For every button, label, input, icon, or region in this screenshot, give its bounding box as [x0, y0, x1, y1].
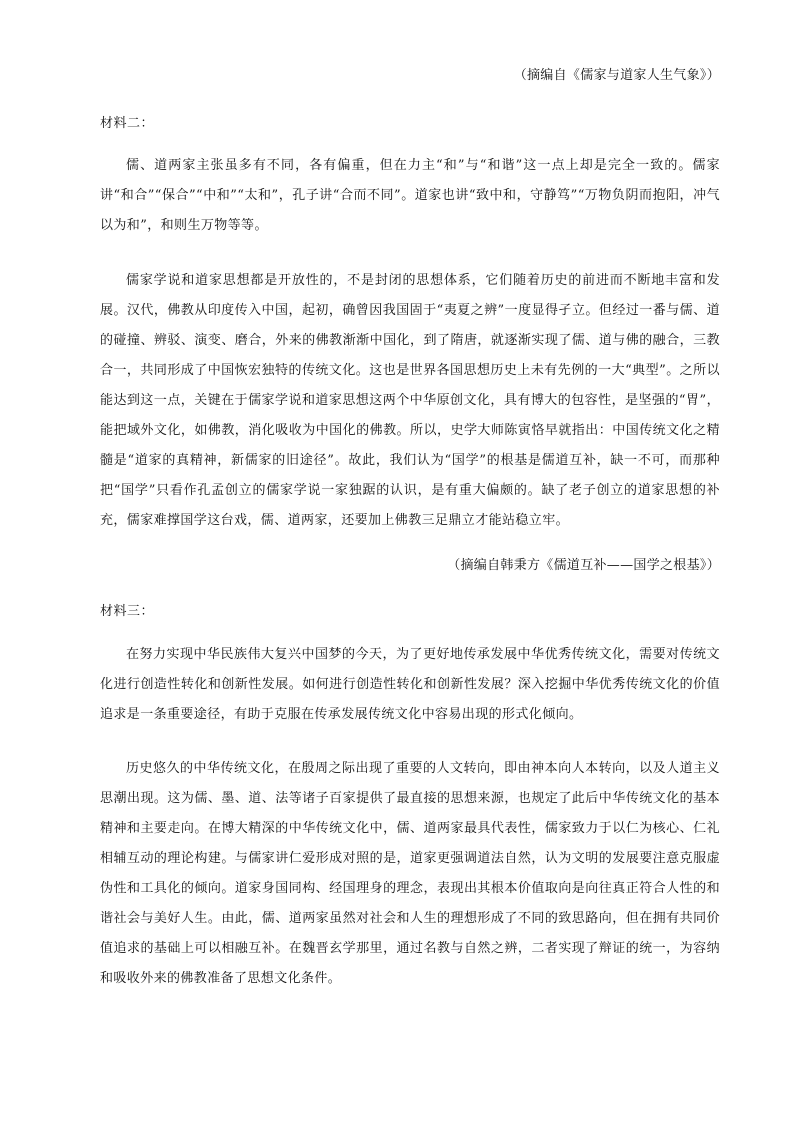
material-2-paragraph-2: 儒家学说和道家思想都是开放性的，不是封闭的思想体系，它们随着历史的前进而不断地丰富和发展。汉代，佛教从印度传入中国，起初，确曾因我国固于“夷夏之辨”一度显得孑立。但经过一番与儒、道的碰撞、辨驳、演变、磨合，外来的佛教渐渐中国化，到了隋唐，就逐渐实现了儒、道与佛的融合，三教合一，共同形成了中国恢宏独特的传统文化。这也是世界各国思想历史上未有先例的一大“典型”。之所以能达到这一点，关键在于儒家学说和道家思想这两个中华原创文化，具有博大的包容性，是坚强的“胃”，能把域外文化，如佛教，消化吸收为中国化的佛教。所以，史学大师陈寅恪早就指出：中国传统文化之精髓是“道家的真精神，新儒家的旧途径”。故此，我们认为“国学”的根基是儒道互补，缺一不可，而那种把“国学”只看作孔孟创立的儒家学说一家独踞的认识，是有重大偏颇的。缺了老子创立的道家思想的补充，儒家难撑国学这台戏，儒、道两家，还要加上佛教三足鼎立才能站稳立牢。 [100, 273, 720, 528]
material-3-paragraph-1: 在努力实现中华民族伟大复兴中国梦的今天，为了更好地传承发展中华优秀传统文化，需要对传统文化进行创造性转化和创新性发展。如何进行创造性转化和创新性发展？深入挖掘中华优秀传统文化的价值追求是一条重要途径，有助于克服在传承发展传统文化中容易出现的形式化倾向。 [100, 647, 720, 722]
material-3-paragraph-2: 历史悠久的中华传统文化，在殷周之际出现了重要的人文转向，即由神本向人本转向，以及人道主义思潮出现。这为儒、墨、道、法等诸子百家提供了最直接的思想来源，也规定了此后中华传统文化的基本精神和主要走向。在博大精深的中华传统文化中，儒、道两家最具代表性，儒家致力于以仁为核心、仁礼相辅互动的理论构建。与儒家讲仁爱形成对照的是，道家更强调道法自然，认为文明的发展要注意克服虚伪性和工具化的倾向。道家身国同构、经国理身的理念，表现出其根本价值取向是向往真正符合人性的和谐社会与美好人生。由此，儒、道两家虽然对社会和人生的理想形成了不同的致思路向，但在拥有共同价值追求的基础上可以相融互补。在魏晋玄学那里，通过名教与自然之辨，二者实现了辩证的统一，为容纳和吸收外来的佛教准备了思想文化条件。 [100, 761, 720, 986]
material-2-paragraph-1: 儒、道两家主张虽多有不同，各有偏重，但在力主“和”与“和谐”这一点上却是完全一致的。儒家讲“和合”“保合”“中和”“太和”，孔子讲“合而不同”。道家也讲“致中和，守静笃”“万物负阴而抱阳，冲气以为和”，和则生万物等等。 [100, 158, 720, 233]
source-citation-2: （摘编自韩秉方《儒道互补——国学之根基》） [447, 558, 720, 573]
source-citation-1: （摘编自《儒家与道家人生气象》） [513, 68, 720, 83]
material-3-heading: 材料三： [100, 604, 155, 619]
material-2-heading: 材料二： [100, 116, 155, 131]
